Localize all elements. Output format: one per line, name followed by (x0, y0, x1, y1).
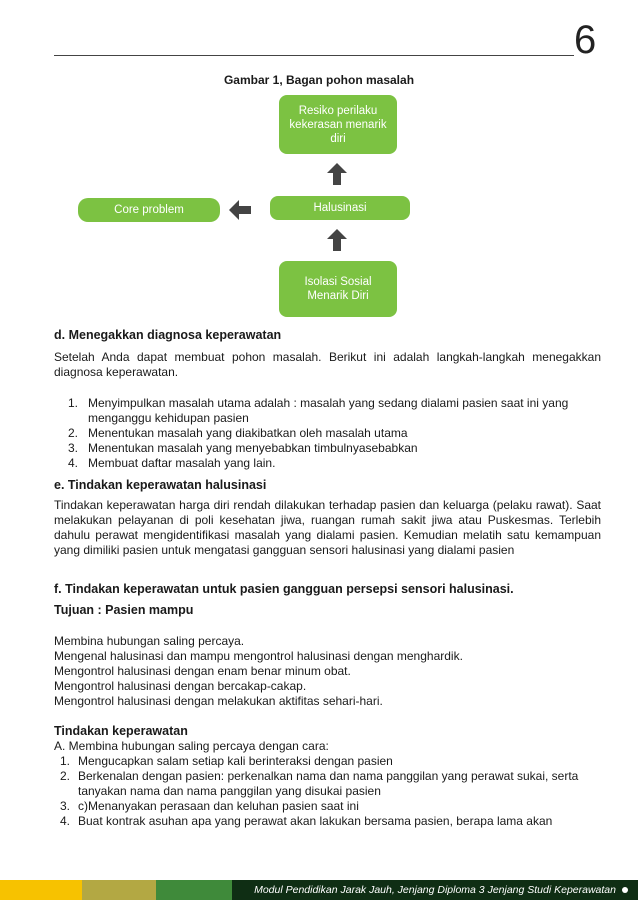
footer-color-block (156, 880, 232, 900)
tree-box-effect: Resiko perilaku kekerasan menarik diri (279, 95, 397, 154)
goal-item: Mengontrol halusinasi dengan enam benar minum obat. (54, 664, 351, 678)
list-item: 1. Mengucapkan salam setiap kali berinteraksi dengan pasien (60, 754, 393, 768)
arrow-up-icon (327, 163, 347, 185)
list-item: 4. Buat kontrak asuhan apa yang perawat akan lakukan bersama pasien, berapa lama akan (60, 814, 553, 828)
tree-box-core: Halusinasi (270, 196, 410, 220)
list-item: 3. c)Menanyakan perasaan dan keluhan pasien saat ini (60, 799, 359, 813)
arrow-up-icon (327, 229, 347, 251)
goal-item: Mengontrol halusinasi dengan bercakap-cakap. (54, 679, 307, 693)
tree-box-cause: Isolasi Sosial Menarik Diri (279, 261, 397, 317)
footer-color-block (0, 880, 82, 900)
list-item: 4. Membuat daftar masalah yang lain. (68, 456, 276, 470)
header-rule (54, 55, 574, 56)
list-item: 1. Menyimpulkan masalah utama adalah : masalah yang sedang dialami pasien saat ini yang menganggu kehidupan pasien (68, 396, 569, 425)
footer-text: Modul Pendidikan Jarak Jauh, Jenjang Diploma 3 Jenjang Studi Keperawatan (254, 884, 616, 896)
list-item: 3. Menentukan masalah yang menyebabkan timbulnyasebabkan (68, 441, 418, 455)
figure-title: Gambar 1, Bagan pohon masalah (223, 73, 415, 87)
section-d-intro: Setelah Anda dapat membuat pohon masalah. Berikut ini adalah langkah-langkah menegakkan diagnosa keperawatan. (54, 350, 601, 379)
footer-color-block (82, 880, 156, 900)
section-f-heading: f. Tindakan keperawatan untuk pasien gangguan persepsi sensori halusinasi. (54, 582, 514, 596)
list-item: 2. Menentukan masalah yang diakibatkan oleh masalah utama (68, 426, 408, 440)
tree-box-core-problem: Core problem (78, 198, 220, 222)
actions-heading: Tindakan keperawatan (54, 724, 188, 738)
goal-heading: Tujuan : Pasien mampu (54, 603, 194, 617)
page-number: 6 (574, 18, 597, 62)
footer-dot-icon (622, 887, 628, 893)
goal-item: Membina hubungan saling percaya. (54, 634, 245, 648)
goal-item: Mengontrol halusinasi dengan melakukan aktifitas sehari-hari. (54, 694, 383, 708)
goal-item: Mengenal halusinasi dan mampu mengontrol halusinasi dengan menghardik. (54, 649, 463, 663)
section-e-heading: e. Tindakan keperawatan halusinasi (54, 478, 267, 492)
actions-subheading: A. Membina hubungan saling percaya dengan cara: (54, 739, 329, 753)
arrow-left-icon (229, 200, 251, 220)
section-e-body: Tindakan keperawatan harga diri rendah dilakukan terhadap pasien dan keluarga (pelaku rawat). Saat melakukan pelayanan di poli kesehatan jiwa, ruangan rumah sakit jiwa atau Puskesmas. Terlebih dahulu perawat mengidentifikasi masalah yang dialami pasien. Kemudian melatih satu kemampuan yang dimiliki pasien untuk mengatasi gangguan sensori halusinasi yang dialami pasien (54, 498, 601, 557)
section-d-heading: d. Menegakkan diagnosa keperawatan (54, 328, 282, 342)
list-item: 2. Berkenalan dengan pasien: perkenalkan nama dan nama panggilan yang perawat sukai, serta tanyakan nama dan nama panggilan yang disukai pasien (60, 769, 579, 798)
